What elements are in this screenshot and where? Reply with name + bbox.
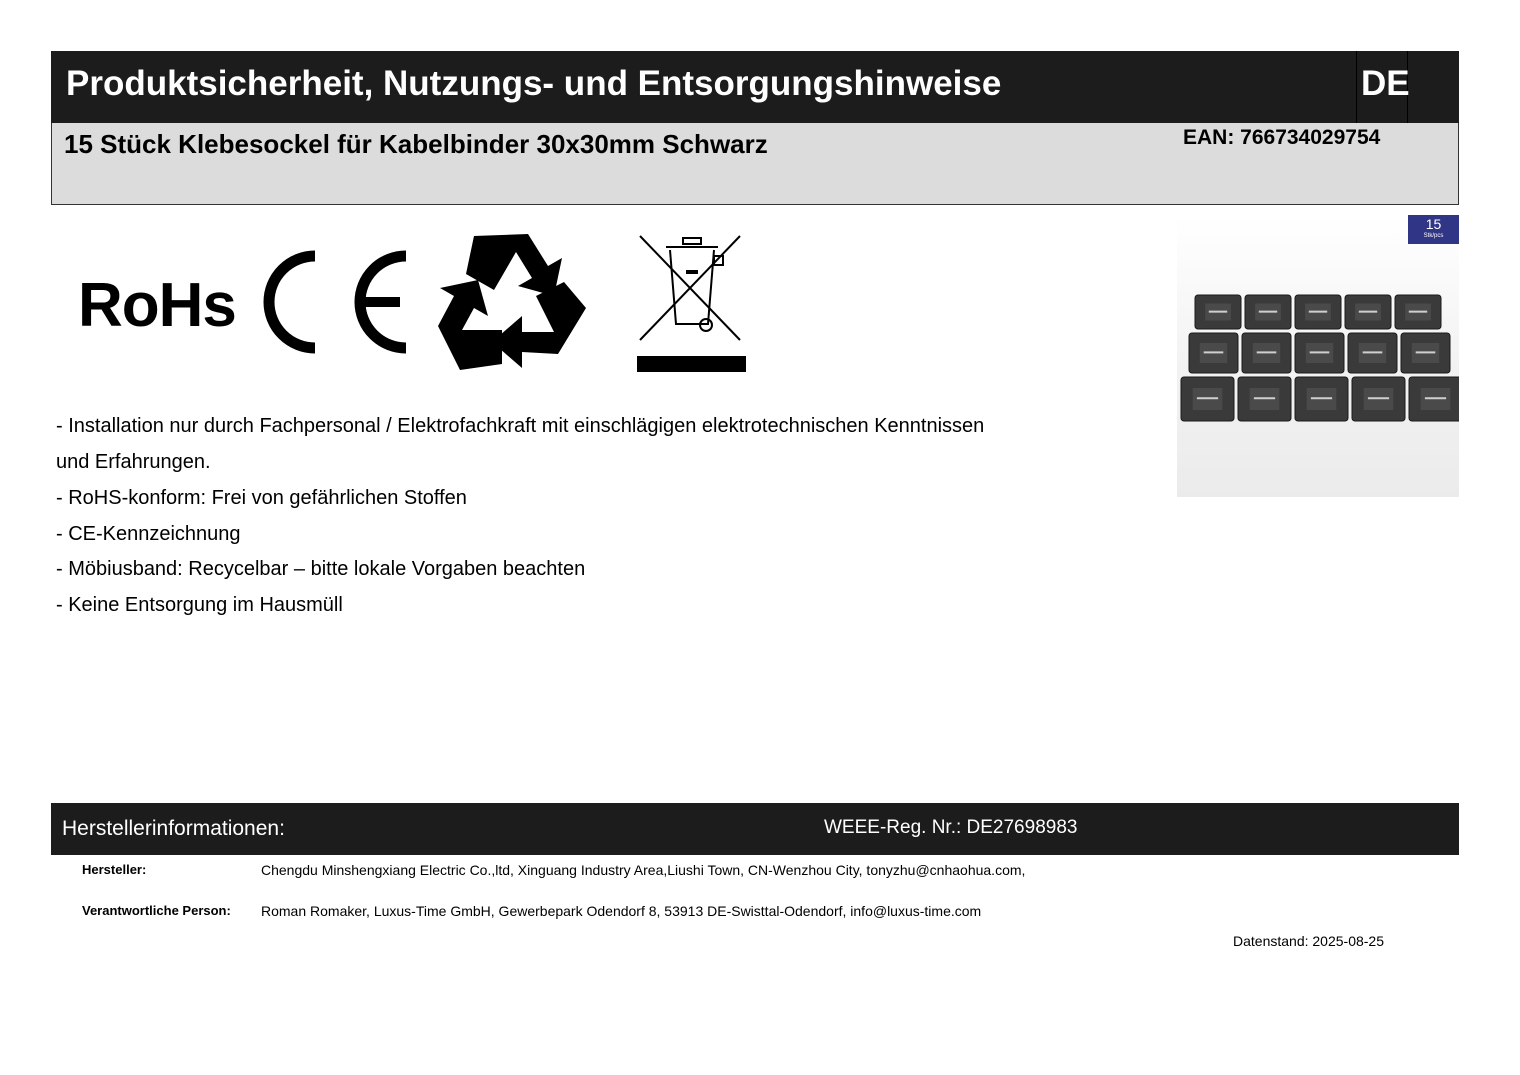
mount-tile	[1242, 333, 1291, 373]
mount-tile	[1345, 295, 1391, 329]
mount-tile	[1181, 377, 1234, 421]
crossed-out-bin-icon	[636, 232, 746, 374]
mount-tile	[1409, 377, 1459, 421]
info-line-installation: - Installation nur durch Fachpersonal / Elektrofachkraft mit einschlägigen elektrotechnischen Kenntnissen	[56, 415, 985, 437]
page-title: Produktsicherheit, Nutzungs- und Entsorgungshinweise	[66, 64, 1002, 103]
mount-tile	[1195, 295, 1241, 329]
info-line-recycle: - Möbiusband: Recycelbar – bitte lokale Vorgaben beachten	[56, 558, 586, 580]
product-image	[1177, 215, 1459, 497]
mount-tile	[1395, 295, 1441, 329]
quantity-badge	[1408, 215, 1459, 244]
quantity-unit: Stk/pcs	[1423, 233, 1444, 239]
quantity-number: 15	[1425, 216, 1442, 232]
adhesive-mounts-illustration	[1177, 215, 1459, 497]
info-line-disposal: - Keine Entsorgung im Hausmüll	[56, 594, 343, 616]
weee-registration: WEEE-Reg. Nr.: DE27698983	[824, 817, 1078, 838]
person-label: Verantwortliche Person:	[82, 903, 231, 918]
mount-tile	[1401, 333, 1450, 373]
mount-tile	[1295, 333, 1344, 373]
mount-tile	[1348, 333, 1397, 373]
mount-tile	[1189, 333, 1238, 373]
info-line-ce: - CE-Kennzeichnung	[56, 523, 241, 545]
person-value: Roman Romaker, Luxus-Time GmbH, Gewerbepark Odendorf 8, 53913 DE-Swisttal-Odendorf, info@luxus-time.com	[261, 903, 982, 919]
mount-tile	[1238, 377, 1291, 421]
info-line-installation-cont: und Erfahrungen.	[56, 451, 211, 473]
recycle-icon	[436, 230, 588, 374]
rohs-logo: RoHs	[78, 271, 236, 340]
language-code: DE	[1361, 64, 1410, 103]
info-line-rohs: - RoHS-konform: Frei von gefährlichen Stoffen	[56, 487, 467, 509]
hersteller-value: Chengdu Minshengxiang Electric Co.,ltd, Xinguang Industry Area,Liushi Town, CN-Wenzhou City, tonyzhu@cnhaohua.com,	[261, 862, 1026, 878]
product-name: 15 Stück Klebesockel für Kabelbinder 30x30mm Schwarz	[64, 129, 768, 159]
date-stand: Datenstand: 2025-08-25	[1233, 933, 1384, 949]
manufacturer-title: Herstellerinformationen:	[62, 817, 285, 840]
mount-tile	[1295, 377, 1348, 421]
mount-tile	[1295, 295, 1341, 329]
mount-tile	[1352, 377, 1405, 421]
ean-number: EAN: 766734029754	[1183, 126, 1381, 149]
ce-mark-icon	[258, 250, 408, 354]
mount-tile	[1245, 295, 1291, 329]
hersteller-label: Hersteller:	[82, 862, 147, 877]
